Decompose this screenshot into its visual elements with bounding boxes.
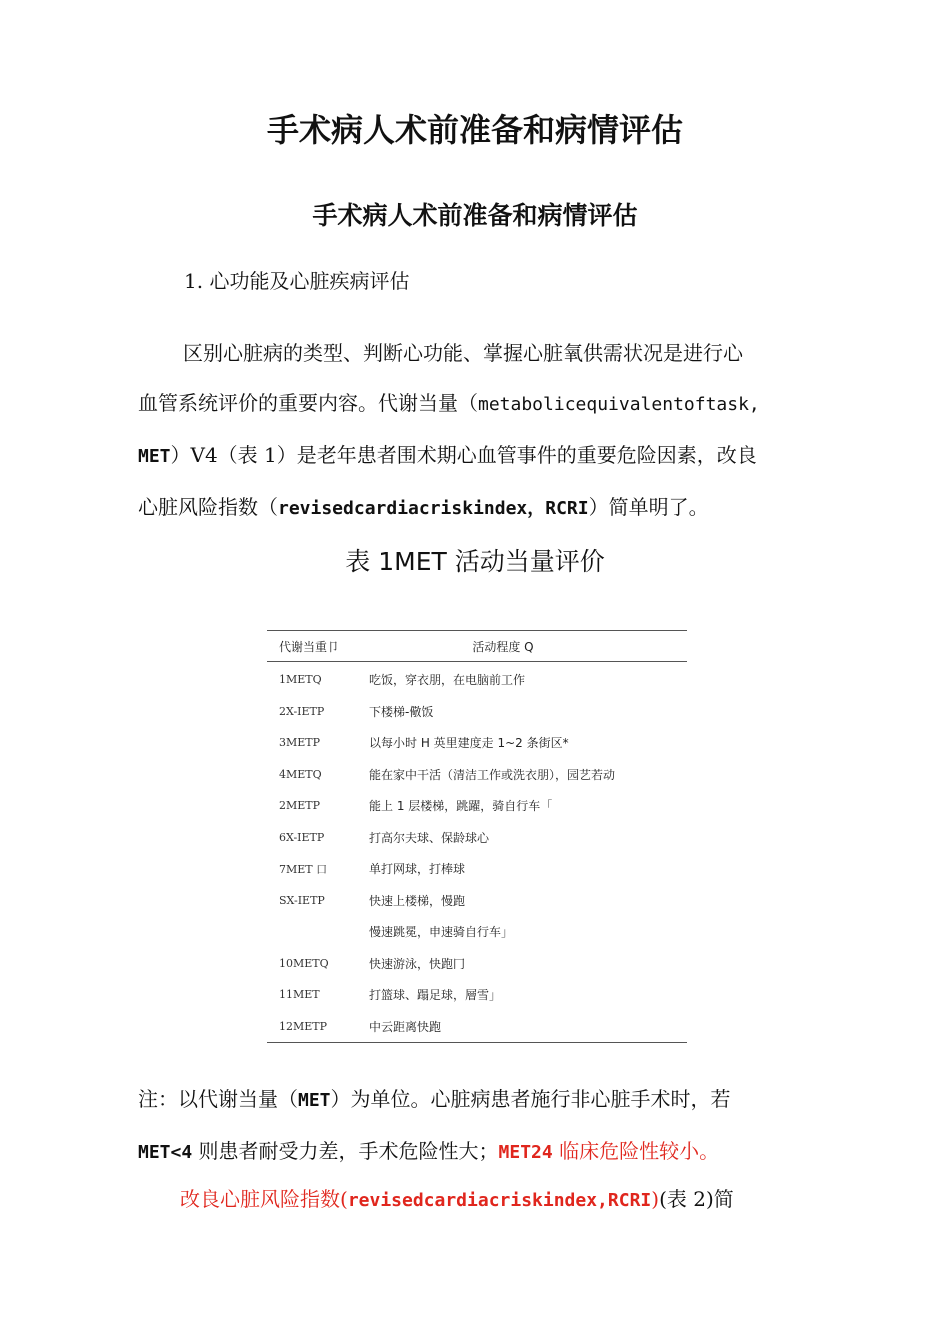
table-row xyxy=(267,979,687,1011)
activity-cell: 单打网球，打棒球 xyxy=(369,862,466,877)
activity-cell: 吃饭，穿衣朋，在电脑前工作 xyxy=(369,673,526,688)
met-value-cell: 12METP xyxy=(267,1011,369,1043)
table-row xyxy=(267,727,687,759)
table-row xyxy=(267,853,687,885)
met-value-cell: 1METQ xyxy=(279,673,322,687)
activity-cell: 中云距离快跑 xyxy=(369,1011,687,1043)
note-line-1-term: MET xyxy=(298,1090,331,1111)
paragraph-line-1: 区别心脏病的类型、判断心功能、掌握心脏氧供需状况是进行心 xyxy=(183,341,743,365)
document-title: 手术病人术前准备和病情评估 xyxy=(266,111,683,149)
table-row xyxy=(267,759,687,791)
met-value-cell: 6X-IETP xyxy=(279,830,325,844)
paragraph-line-3-term: MET xyxy=(138,446,171,467)
note-paragraph xyxy=(138,1074,818,1178)
activity-cell: 打高尔夫球、保龄球心 xyxy=(369,830,490,845)
paragraph-line-2-text: 血管系统评价的重要内容。代谢当量（ xyxy=(138,391,478,415)
intro-paragraph xyxy=(138,328,818,534)
rcri-line xyxy=(180,1174,734,1226)
met-activity-table xyxy=(267,630,687,1043)
note-line-2 xyxy=(138,1126,818,1178)
met-value-cell: 7MET 口 xyxy=(279,862,328,876)
table-row xyxy=(267,822,687,854)
table-header-activity: 活动程度 Q xyxy=(369,631,687,662)
rcri-red-term: revisedcardiacriskindex,RCRI xyxy=(347,1190,652,1211)
activity-cell: 能在家中干活（清洁工作或洗衣朋），园艺若动 xyxy=(369,767,616,782)
note-line-1-text-b: ）为单位。心脏病患者施行非心脏手术时，若 xyxy=(330,1087,731,1111)
note-line-2-red-text: 临床危险性较小。 xyxy=(552,1139,720,1163)
document-subtitle: 手术病人术前准备和病情评估 xyxy=(312,201,638,230)
paragraph-line-4-term: revisedcardiacriskindex，RCRI xyxy=(278,498,589,519)
section-heading: 1. 心功能及心脏疾病评估 xyxy=(184,269,410,293)
rcri-red-close: ) xyxy=(651,1187,660,1211)
met-value-cell: 2METP xyxy=(279,799,321,813)
note-line-2-text: 则患者耐受力差，手术危险性大； xyxy=(192,1139,499,1163)
paragraph-line-2-term: metabolicequivalentoftask, xyxy=(478,394,760,415)
table-caption: 表 1MET 活动当量评价 xyxy=(345,547,605,576)
table-header-row xyxy=(267,631,687,662)
paragraph-line-2 xyxy=(138,378,818,430)
table-header-met: 代谢当重卩 xyxy=(267,631,369,662)
met-value-cell xyxy=(267,916,369,948)
activity-cell: 以每小时 H 英里建度走 1~2 条街区* xyxy=(369,736,569,751)
table-row xyxy=(267,790,687,822)
rcri-black-text: (表 2)简 xyxy=(659,1187,734,1211)
table-row xyxy=(267,1011,687,1043)
met-value-cell: 4METQ xyxy=(279,767,322,781)
rcri-red-text: 改良心脏风险指数( xyxy=(180,1187,348,1211)
activity-cell: 快速游泳，快跑冂 xyxy=(369,956,466,971)
activity-cell: 慢速跳冕，申速骑自行车」 xyxy=(369,925,514,940)
table-row xyxy=(267,916,687,948)
table-row xyxy=(267,662,687,696)
table-row xyxy=(267,696,687,728)
note-line-1-text-a: 注：以代谢当量（ xyxy=(138,1087,298,1111)
paragraph-line-4 xyxy=(138,482,818,534)
met-value-cell: 2X-IETP xyxy=(279,704,325,718)
paragraph-line-3 xyxy=(138,430,818,482)
met-value-cell: 3METP xyxy=(279,736,321,750)
met-value-cell: 11MET xyxy=(279,988,320,1002)
paragraph-line-4-text-b: ）简单明了。 xyxy=(588,495,709,519)
note-line-2-red-term: MET24 xyxy=(498,1142,553,1163)
note-line-1 xyxy=(138,1074,818,1126)
table-row xyxy=(267,885,687,917)
paragraph-line-3-text: ）V4（表 1）是老年患者围术期心血管事件的重要危险因素，改良 xyxy=(170,443,757,467)
paragraph-line-4-text-a: 心脏风险指数（ xyxy=(138,495,278,519)
table-body xyxy=(267,662,687,1043)
activity-cell: 打篮球、蹋足球，層雪」 xyxy=(369,988,502,1003)
note-line-2-term: MET<4 xyxy=(138,1142,193,1163)
activity-cell: 下楼梯-儆饭 xyxy=(369,704,434,719)
table-row xyxy=(267,948,687,980)
activity-cell: 能上 1 层楼梯，跳躍，骑自行车「 xyxy=(369,799,553,814)
met-value-cell: SX-IETP xyxy=(279,893,325,907)
activity-cell: 快速上楼梯，慢跑 xyxy=(369,893,466,908)
met-value-cell: 10METQ xyxy=(279,956,329,970)
